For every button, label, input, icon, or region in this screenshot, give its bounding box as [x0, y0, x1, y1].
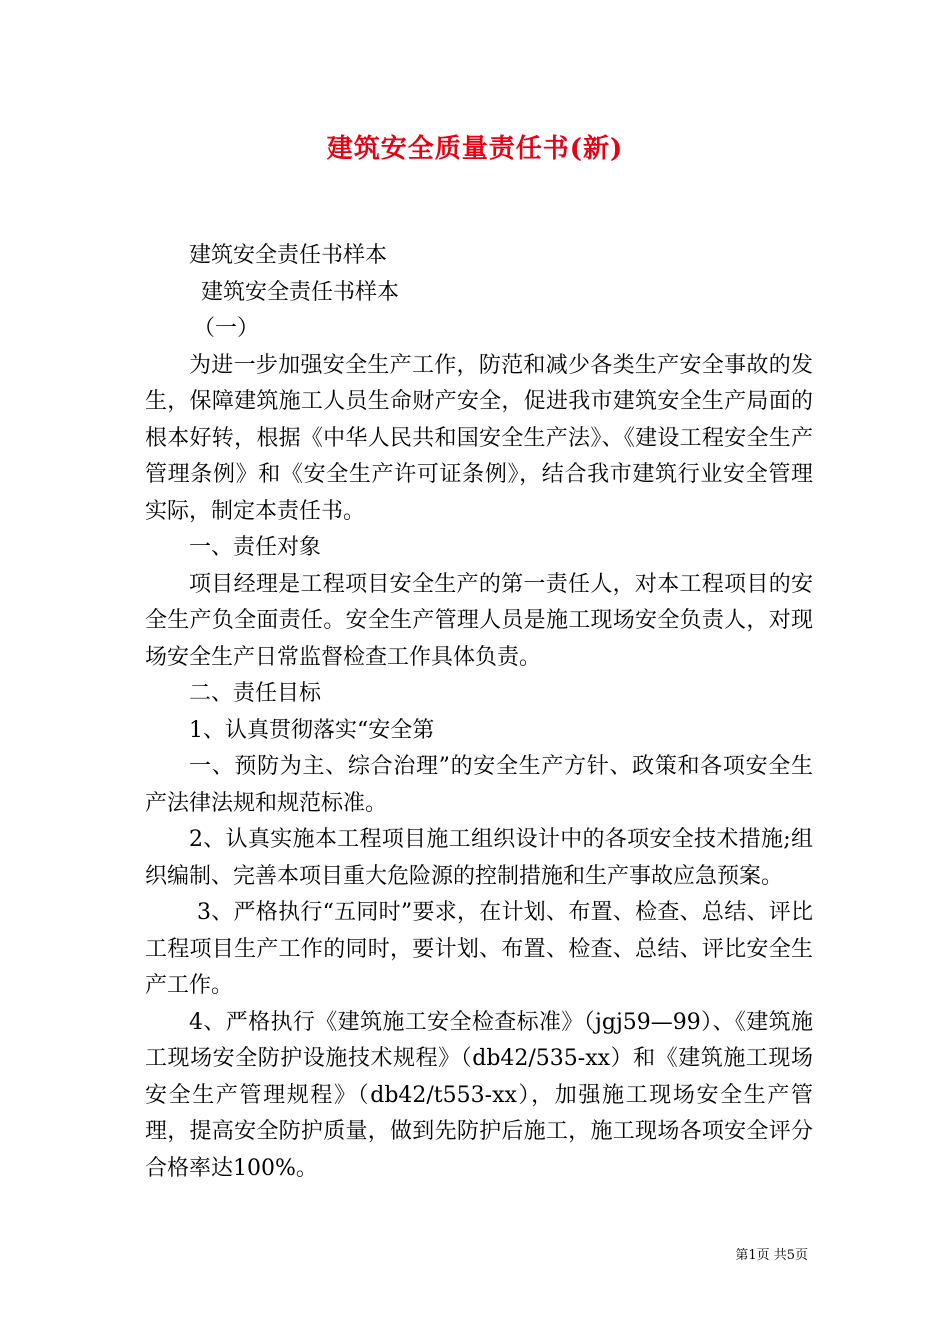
section-heading: 二、责任目标	[189, 681, 322, 706]
document-title: 建筑安全质量责任书(新)	[326, 134, 624, 164]
paragraph: 项目经理是工程项目安全生产的第一责任人，对本工程项目的安全生产负全面责任。安全生产管理人员是施工现场安全负责人，对现场安全生产日常监督检查工作具体负责。	[145, 571, 813, 670]
paragraph: 为进一步加强安全生产工作，防范和减少各类生产安全事故的发生，保障建筑施工人员生命财产安全，促进我市建筑安全生产局面的根本好转，根据《中华人民共和国安全生产法》、《建设工程安全生产管理条例》和《安全生产许可证条例》，结合我市建筑行业安全管理实际，制定本责任书。	[145, 352, 813, 524]
subtitle-line: 建筑安全责任书样本	[189, 243, 388, 268]
section-number: （一）	[193, 316, 260, 341]
list-item: 3、严格执行“五同时”要求，在计划、布置、检查、总结、评比工程项目生产工作的同时，要计划、布置、检查、总结、评比安全生产工作。	[145, 900, 813, 998]
section-heading: 一、责任对象	[189, 535, 322, 560]
paragraph: 一、预防为主、综合治理”的安全生产方针、政策和各项安全生产法律法规和规范标准。	[145, 754, 813, 816]
list-item: 1、认真贯彻落实“安全第	[189, 717, 435, 743]
list-item: 4、严格执行《建筑施工安全检查标准》（jgj59—99）、《建筑施工现场安全防护设施技术规程》（db42/535-xx）和《建筑施工现场安全生产管理规程》（db42/t553-xx），加强施工现场安全生产管理，提高安全防护质量，做到先防护后施工，施工现场各项安全评分合格率达100%。	[145, 1009, 813, 1181]
subtitle-line: 建筑安全责任书样本	[201, 279, 400, 305]
page-footer: 第1页 共5页	[735, 1248, 808, 1263]
list-item: 2、认真实施本工程项目施工组织设计中的各项安全技术措施;组织编制、完善本项目重大危险源的控制措施和生产事故应急预案。	[145, 827, 813, 889]
document-body	[145, 238, 813, 1187]
